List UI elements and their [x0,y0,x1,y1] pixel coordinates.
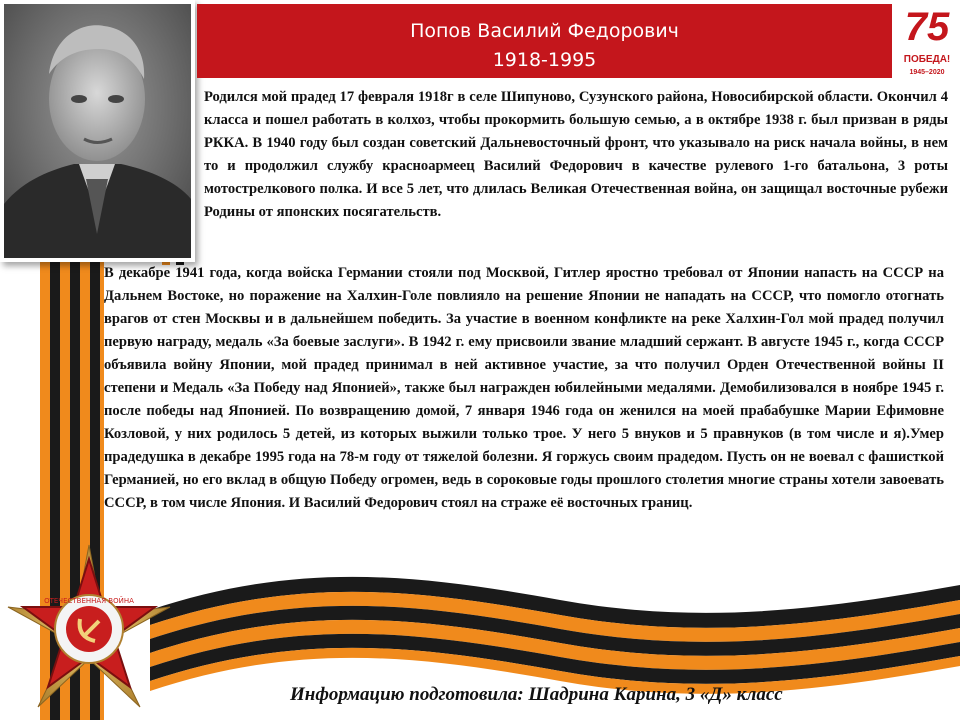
biography-paragraph-2: В декабре 1941 года, когда войска Германии стояли под Москвой, Гитлер яростно требовал от Японии напасть на СССР на Дальнем Востоке, но поражение на Халхин-Голе повлияло на решение Японии не нападать на СССР, что помогло отогнать врагов от стен Москвы и в дальнейшем победить. За участие в военном конфликте на реке Халхин-Гол мой прадед получил первую награду, медаль «За боевые заслуги». В 1942 г. ему присвоили звание младший сержант. В августе 1945 г., когда СССР объявила войну Японии, мой прадед принимал в ней активное участие, за что получил Орден Отечественной войны II степени и Медаль «За Победу над Японией», также был награжден юбилейными медалями. Демобилизовался в ноябре 1945 г. после победы над Японией. По возвращению домой, 7 января 1946 года он женился на моей прабабушке Марии Ефимовне Козловой, у них родилось 5 детей, из которых выжили только трое. У него 5 внуков и 5 правнуков (в том числе и я).Умер прадедушка в декабре 1995 года на 78-м году от тяжелой болезни. Я горжусь своим прадедом. Пусть он не воевал с фашисткой Германией, но его вклад в общую Победу огромен, ведь в сороковые годы прошлого столетия многие страны хотели завоевать СССР, в том числе Япония. И Василий Федорович стоял на страже её восточных границ. [104,265,944,511]
logo-number: 75 [904,5,950,49]
footer-credit: Информацию подготовила: Шадрина Карина, 3 «Д» класс [290,684,783,705]
logo-years: 1945–2020 [909,69,945,76]
wavy-ribbon [150,577,960,694]
person-name: Попов Василий Федорович [410,20,679,42]
biography-paragraph-1: Родился мой прадед 17 февраля 1918г в селе Шипуново, Сузунского района, Новосибирской области. Окончил 4 класса и пошел работать в колхоз, чтобы прокормить большую семью, а в октябре 1938 г. был призван в ряды РККА. В 1940 году был создан советский Дальневосточный фронт, что указывало на риск начала войны, в нем то и продолжил службу красноармеец Василий Федорович в качестве рулевого 1-го батальона, 3 роты мотострелкового полка. И все 5 лет, что длилась Великая Отечественная война, он защищал восточные рубежи Родины от японских посягательств. [204,89,948,220]
logo-word: ПОБЕДА! [903,54,951,65]
life-years: 1918-1995 [492,49,597,71]
portrait-photo [0,0,195,262]
header-banner [197,4,892,78]
victory-75-logo [896,4,958,82]
order-of-patriotic-war-icon [0,537,178,720]
medal-text: ОТЕЧЕСТВЕННАЯ ВОЙНА [44,597,134,605]
portrait-image [4,4,191,258]
